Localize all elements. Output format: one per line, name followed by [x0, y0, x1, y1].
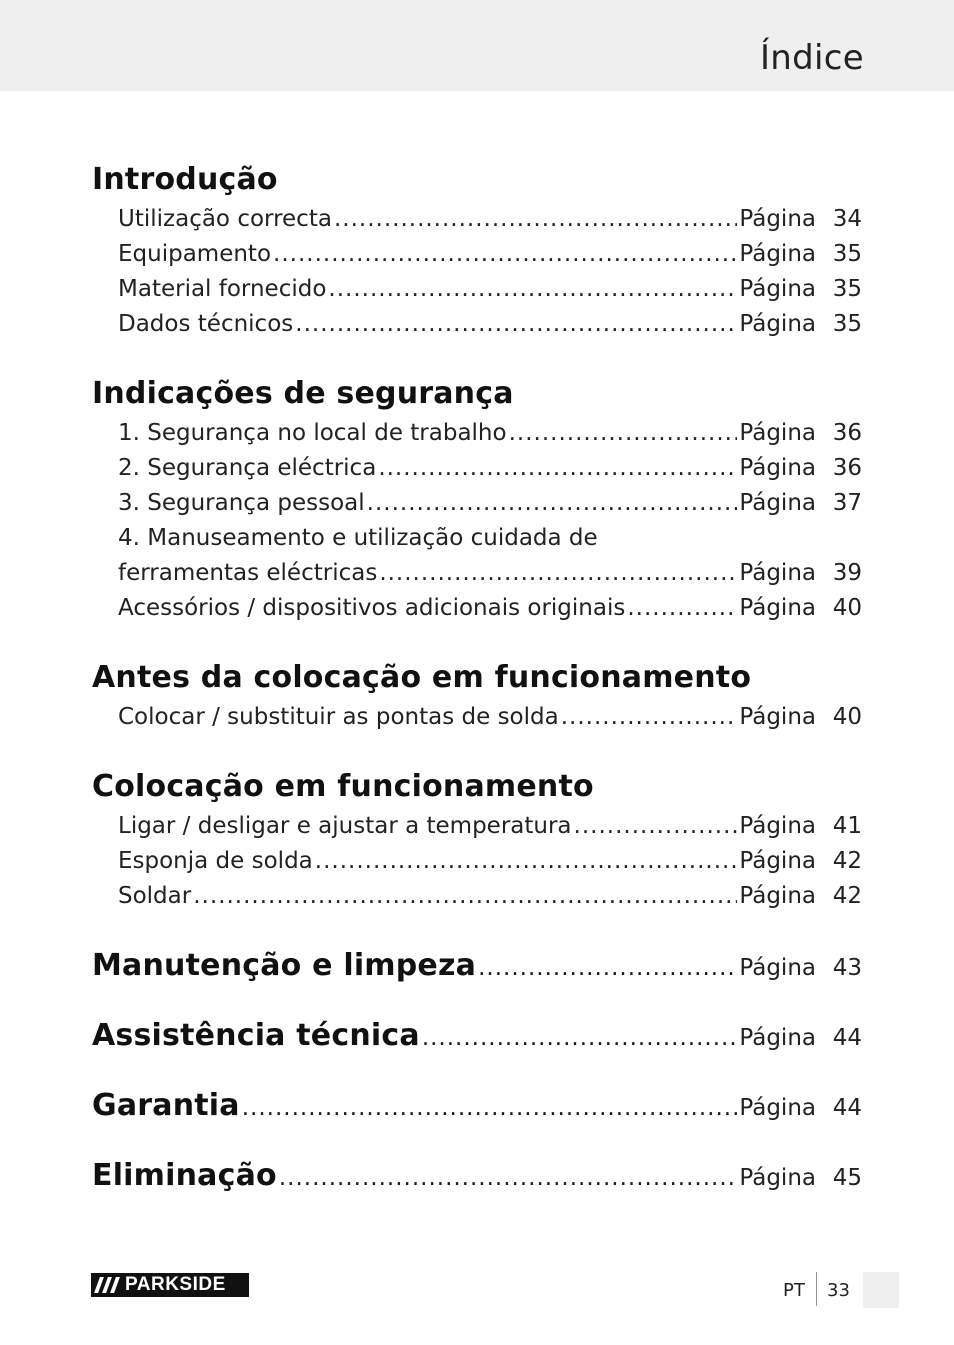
entry-label: Equipamento	[118, 241, 272, 267]
entry-label: 3. Segurança pessoal	[118, 490, 365, 516]
page-word: Página	[739, 883, 816, 909]
language-code: PT	[783, 1280, 805, 1301]
logo-text: PARKSIDE	[125, 1274, 226, 1295]
dot-leader	[273, 237, 737, 272]
toc-entry[interactable]	[92, 809, 862, 844]
logo-stripes-icon	[91, 1273, 125, 1297]
dot-leader	[295, 307, 737, 342]
dot-leader	[561, 700, 738, 735]
entry-label-line1: 4. Manuseamento e utilização cuidada de	[118, 525, 598, 551]
page-number: 41	[832, 813, 862, 839]
toc-section-manutencao[interactable]	[92, 944, 862, 988]
toc-section-colocacao	[92, 765, 862, 914]
page-word: Página	[739, 560, 816, 586]
page-title: Índice	[759, 38, 864, 78]
section-title: Manutenção e limpeza	[92, 948, 477, 983]
entry-label: 2. Segurança eléctrica	[118, 455, 377, 481]
page-number: 42	[832, 883, 862, 909]
page-number: 44	[832, 1025, 862, 1051]
page-word: Página	[739, 455, 816, 481]
entry-label: 1. Segurança no local de trabalho	[118, 420, 507, 446]
dot-leader	[334, 202, 737, 237]
page-number-footer: 33	[827, 1280, 850, 1301]
toc-entry[interactable]	[92, 237, 862, 272]
footer-divider	[816, 1272, 817, 1306]
page-number: 37	[832, 490, 862, 516]
dot-leader	[328, 272, 737, 307]
page-number: 35	[832, 241, 862, 267]
entry-label: Esponja de solda	[118, 848, 313, 874]
dot-leader	[478, 955, 737, 981]
page-number: 35	[832, 311, 862, 337]
dot-leader	[379, 556, 737, 591]
page-number: 40	[832, 704, 862, 730]
dot-leader	[422, 1025, 738, 1051]
page-word: Página	[739, 311, 816, 337]
toc-entry[interactable]	[92, 844, 862, 879]
page-word: Página	[739, 1095, 816, 1121]
entry-label: Utilização correcta	[118, 206, 332, 232]
section-title: Assistência técnica	[92, 1018, 420, 1053]
entry-label: Dados técnicos	[118, 311, 294, 337]
page-number: 43	[832, 955, 862, 981]
toc-entry[interactable]	[92, 307, 862, 342]
page-number: 44	[832, 1095, 862, 1121]
page-word: Página	[739, 595, 816, 621]
page-number: 36	[832, 420, 862, 446]
toc-section-garantia[interactable]	[92, 1084, 862, 1128]
dot-leader	[315, 844, 738, 879]
page-number: 34	[832, 206, 862, 232]
toc-section-antes-colocacao	[92, 656, 862, 735]
page-word: Página	[739, 206, 816, 232]
entry-label: Material fornecido	[118, 276, 327, 302]
toc-section-introducao	[92, 158, 862, 342]
entry-label: Soldar	[118, 883, 192, 909]
dot-leader	[509, 416, 738, 451]
dot-leader	[242, 1095, 738, 1121]
page-number: 42	[832, 848, 862, 874]
page-number: 35	[832, 276, 862, 302]
toc-entry[interactable]	[92, 556, 862, 591]
toc-entry[interactable]	[92, 700, 862, 735]
page-word: Página	[739, 490, 816, 516]
toc-entry[interactable]	[92, 202, 862, 237]
page-number: 36	[832, 455, 862, 481]
toc-entry[interactable]	[92, 416, 862, 451]
table-of-contents	[92, 158, 862, 1224]
toc-entry[interactable]	[92, 486, 862, 521]
page-word: Página	[739, 241, 816, 267]
entry-label: Acessórios / dispositivos adicionais originais	[118, 595, 626, 621]
toc-entry[interactable]	[92, 451, 862, 486]
section-title: Antes da colocação em funcionamento	[92, 660, 752, 695]
section-title: Garantia	[92, 1088, 240, 1123]
page-word: Página	[739, 955, 816, 981]
page-word: Página	[739, 1025, 816, 1051]
dot-leader	[367, 486, 738, 521]
section-title: Eliminação	[92, 1158, 277, 1193]
page-number: 39	[832, 560, 862, 586]
toc-section-seguranca	[92, 372, 862, 626]
entry-label: Colocar / substituir as pontas de solda	[118, 704, 559, 730]
footer-tab-box	[863, 1272, 899, 1308]
toc-section-eliminacao[interactable]	[92, 1154, 862, 1198]
parkside-logo	[91, 1273, 249, 1297]
page-number: 40	[832, 595, 862, 621]
entry-label: Ligar / desligar e ajustar a temperatura	[118, 813, 572, 839]
entry-label-line2: ferramentas eléctricas	[118, 560, 378, 586]
dot-leader	[574, 809, 738, 844]
toc-entry[interactable]	[92, 879, 862, 914]
dot-leader	[193, 879, 737, 914]
dot-leader	[627, 591, 737, 626]
page-number: 45	[832, 1165, 862, 1191]
page-word: Página	[739, 420, 816, 446]
toc-entry[interactable]	[92, 272, 862, 307]
page-word: Página	[739, 1165, 816, 1191]
page-word: Página	[739, 848, 816, 874]
dot-leader	[279, 1165, 738, 1191]
section-title: Colocação em funcionamento	[92, 769, 594, 804]
page-word: Página	[739, 704, 816, 730]
toc-entry[interactable]	[92, 591, 862, 626]
section-title: Introdução	[92, 162, 278, 197]
page-word: Página	[739, 813, 816, 839]
toc-section-assistencia[interactable]	[92, 1014, 862, 1058]
page-word: Página	[739, 276, 816, 302]
dot-leader	[378, 451, 737, 486]
section-title: Indicações de segurança	[92, 376, 514, 411]
